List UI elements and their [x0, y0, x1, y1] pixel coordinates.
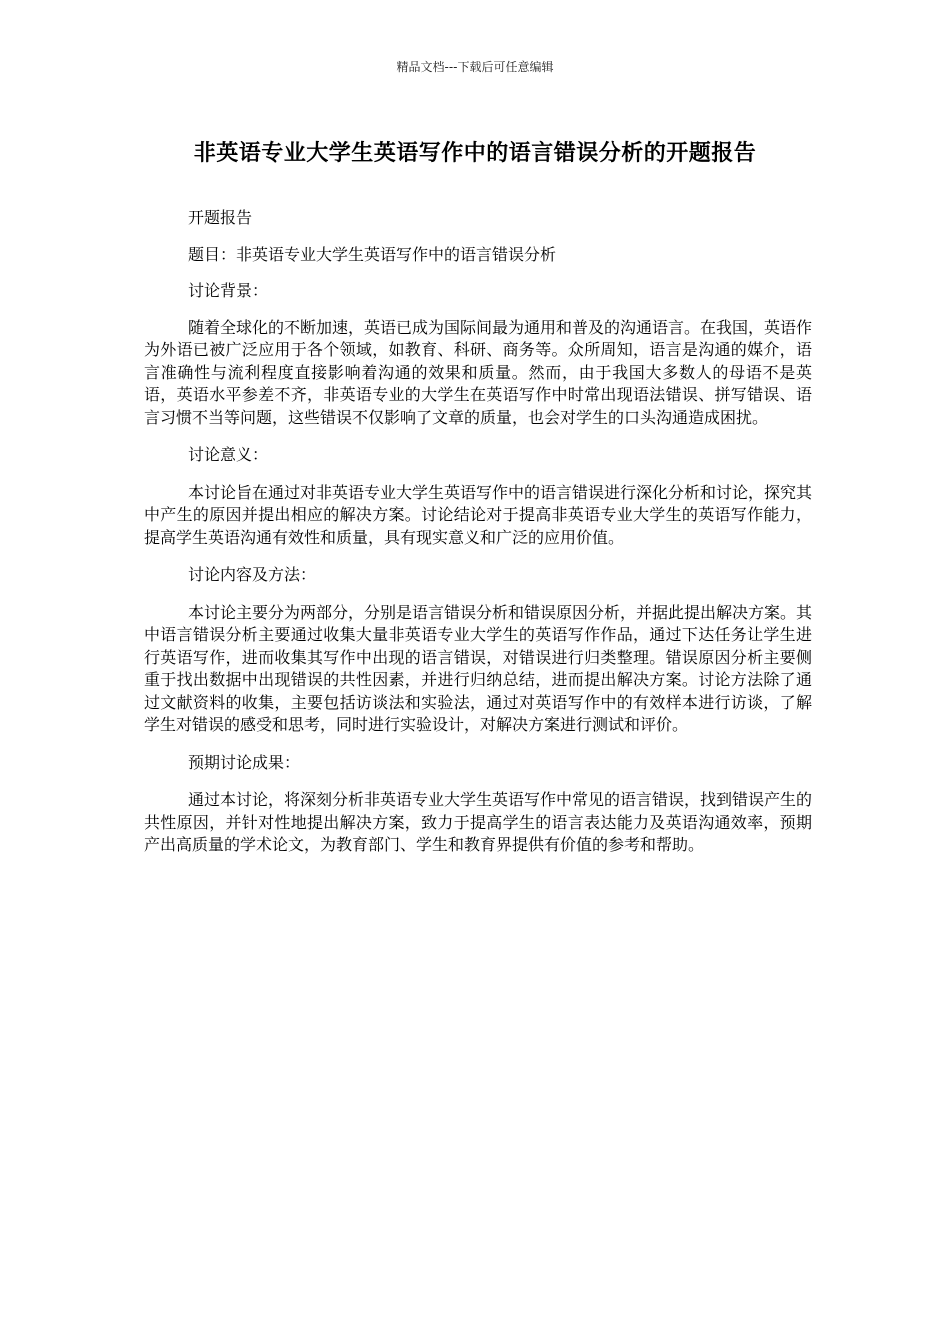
document-body: [144, 207, 812, 857]
background-heading: 讨论背景：: [188, 281, 269, 300]
outcomes-heading: 预期讨论成果：: [188, 752, 301, 772]
significance-heading: 讨论意义：: [188, 445, 269, 464]
topic-line: 题目：非英语专业大学生英语写作中的语言错误分析: [188, 244, 557, 264]
outcomes-paragraph: 通过本讨论，将深刻分析非英语专业大学生英语写作中常见的语言错误，找到错误产生的共性原因，并针对性地提出解决方案，致力于提高学生的语言表达能力及英语沟通效率，预期产出高质量的学术论文，为教育部门、学生和教育界提供有价值的参考和帮助。: [144, 790, 813, 854]
significance-paragraph: 本讨论旨在通过对非英语专业大学生英语写作中的语言错误进行深化分析和讨论，探究其中产生的原因并提出相应的解决方案。讨论结论对于提高非英语专业大学生的英语写作能力，提高学生英语沟通有效性和质量，具有现实意义和广泛的应用价值。: [144, 482, 813, 547]
background-paragraph: 随着全球化的不断加速，英语已成为国际间最为通用和普及的沟通语言。在我国，英语作为外语已被广泛应用于各个领域，如教育、科研、商务等。众所周知，语言是沟通的媒介，语言准确性与流利程度直接影响着沟通的效果和质量。然而，由于我国大多数人的母语不是英语，英语水平参差不齐，非英语专业的大学生在英语写作中时常出现语法错误、拼写错误、语言习惯不当等问题，这些错误不仅影响了文章的质量，也会对学生的口头沟通造成困扰。: [144, 317, 813, 427]
report-label: 开题报告: [188, 208, 253, 227]
header-note: 精品文档---下载后可任意编辑: [396, 60, 554, 74]
document-title: 非英语专业大学生英语写作中的语言错误分析的开题报告: [193, 141, 757, 166]
methods-paragraph: 本讨论主要分为两部分，分别是语言错误分析和错误原因分析，并据此提出解决方案。其中语言错误分析主要通过收集大量非英语专业大学生的英语写作作品，通过下达任务让学生进行英语写作，进而收集其写作中出现的语言错误，对错误进行归类整理。错误原因分析主要侧重于找出数据中出现错误的共性因素，并进行归纳总结，进而提出解决方案。讨论方法除了通过文献资料的收集，主要包括访谈法和实验法，通过对英语写作中的有效样本进行访谈，了解学生对错误的感受和思考，同时进行实验设计，对解决方案进行测试和评价。: [144, 602, 813, 734]
methods-heading: 讨论内容及方法：: [188, 565, 317, 584]
